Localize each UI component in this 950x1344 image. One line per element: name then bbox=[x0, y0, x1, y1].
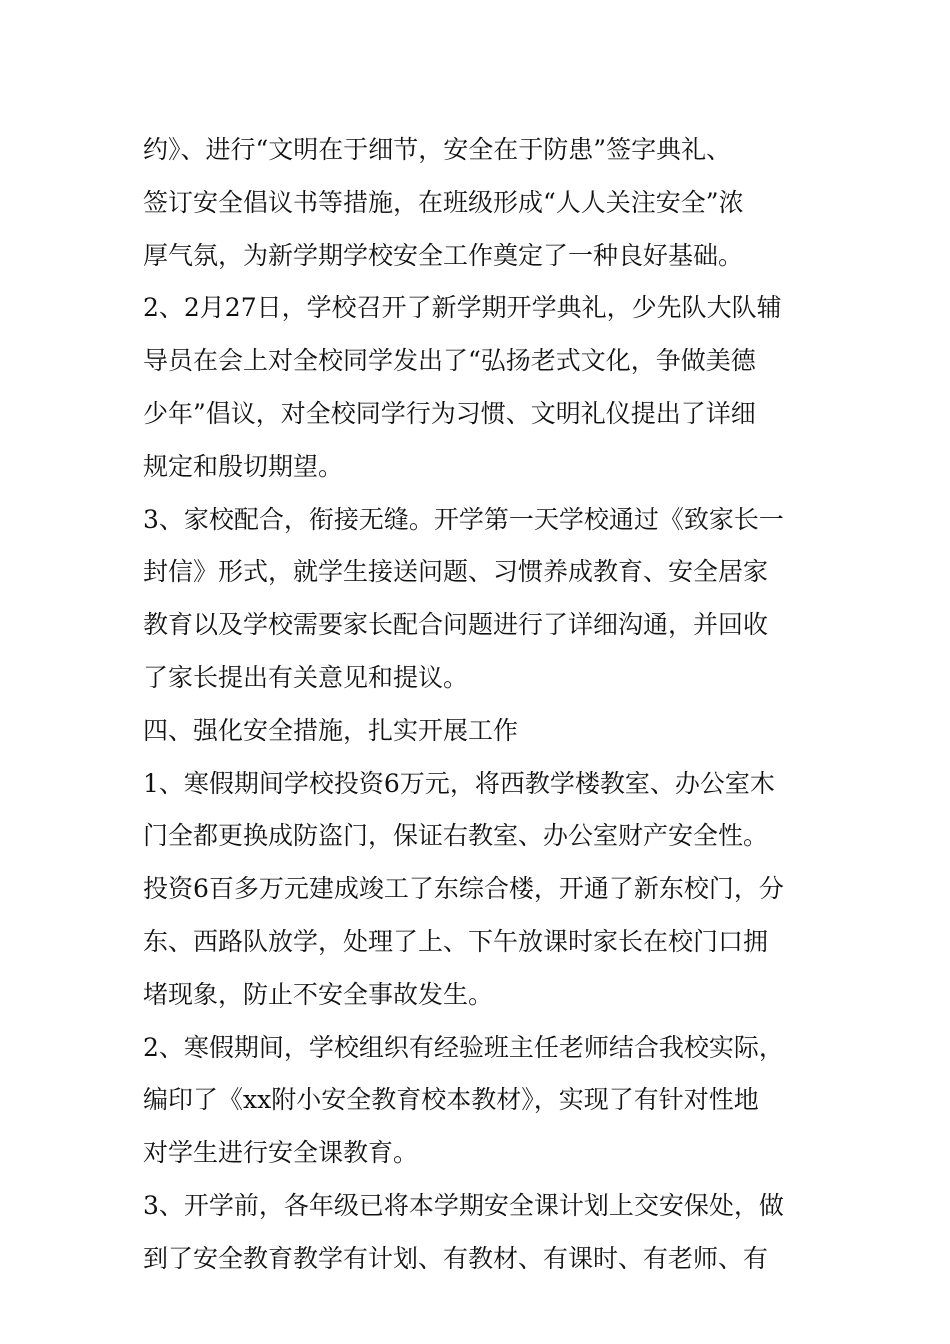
text-line: 对学生进行安全课教育。 bbox=[143, 1138, 419, 1168]
text-line: 东、西路队放学，处理了上、下午放课时家长在校门口拥 bbox=[143, 926, 769, 956]
text-line: 约》、进行“文明在于细节，安全在于防患”签字典礼、 bbox=[143, 135, 732, 164]
text-line: 投资6百多万元建成竣工了东综合楼，开通了新东校门，分 bbox=[143, 874, 784, 904]
text-line: 封信》形式，就学生接送问题、习惯养成教育、安全居家 bbox=[143, 557, 769, 587]
text-line: 2、2月27日，学校召开了新学期开学典礼，少先队大队辅 bbox=[143, 293, 782, 323]
body-text bbox=[143, 124, 811, 1286]
text-line: 堵现象，防止不安全事故发生。 bbox=[143, 979, 494, 1009]
text-line: 2、寒假期间，学校组织有经验班主任老师结合我校实际， bbox=[143, 1032, 784, 1062]
text-line: 规定和殷切期望。 bbox=[143, 451, 344, 481]
text-line: 签订安全倡议书等措施，在班级形成“人人关注安全”浓 bbox=[143, 187, 744, 217]
text-line: 门全都更换成防盗门，保证右教室、办公室财产安全性。 bbox=[143, 821, 769, 851]
text-line: 了家长提出有关意见和提议。 bbox=[143, 662, 469, 692]
text-line: 教育以及学校需要家长配合问题进行了详细沟通，并回收 bbox=[143, 610, 769, 640]
text-line: 厚气氛，为新学期学校安全工作奠定了一种良好基础。 bbox=[143, 240, 744, 270]
text-line: 少年”倡议，对全校同学行为习惯、文明礼仪提出了详细 bbox=[143, 398, 756, 428]
text-line: 3、开学前，各年级已将本学期安全课计划上交安保处，做 bbox=[143, 1190, 784, 1220]
text-line: 编印了《xx附小安全教育校本教材》，实现了有针对性地 bbox=[143, 1085, 759, 1115]
text-line: 3、家校配合，衔接无缝。开学第一天学校通过《致家长一 bbox=[143, 504, 784, 534]
text-line: 1、寒假期间学校投资6万元，将西教学楼教室、办公室木 bbox=[143, 768, 775, 798]
text-line: 导员在会上对全校同学发出了“弘扬老式文化，争做美德 bbox=[143, 346, 756, 376]
section-heading: 四、强化安全措施，扎实开展工作 bbox=[143, 715, 519, 745]
text-line: 到了安全教育教学有计划、有教材、有课时、有老师、有 bbox=[143, 1243, 769, 1273]
